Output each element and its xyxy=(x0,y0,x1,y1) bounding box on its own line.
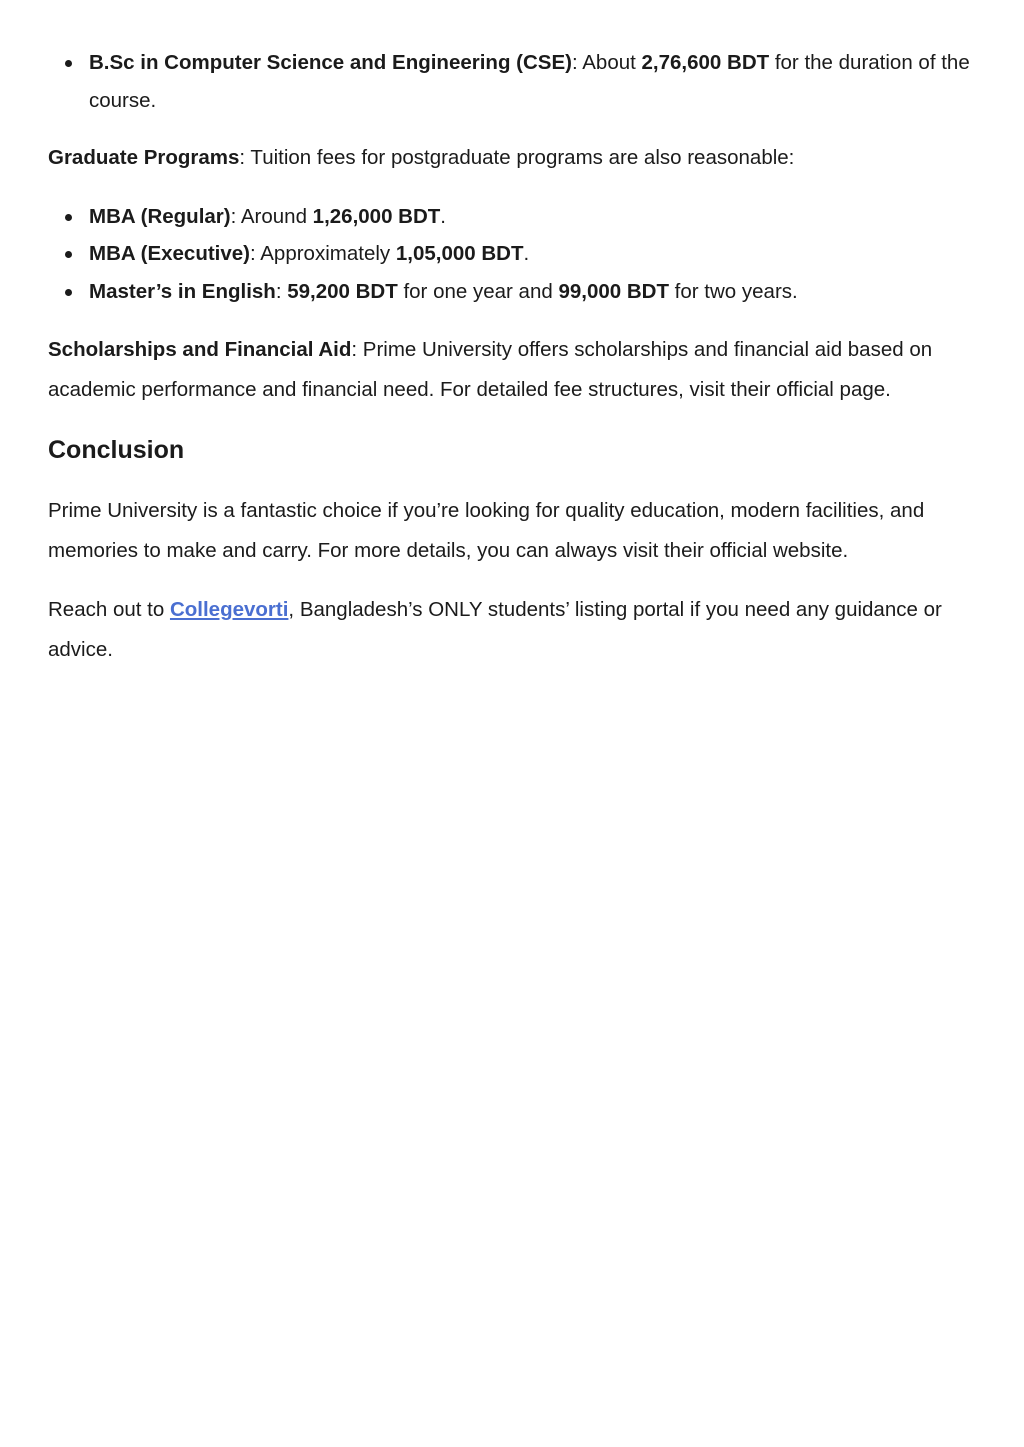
fee-amount: 1,26,000 BDT xyxy=(312,204,441,228)
program-name: MBA (Executive) xyxy=(89,242,250,265)
program-name: Master’s in English xyxy=(89,279,276,303)
fee-middle: for one year and xyxy=(397,279,559,303)
fee-prefix: : About xyxy=(571,51,642,74)
list-item-bsc-cse xyxy=(48,44,978,119)
fee-prefix: : Approximately xyxy=(250,242,396,265)
scholarships-heading: Scholarships and Financial Aid xyxy=(48,338,352,361)
bullet-icon xyxy=(65,289,72,296)
graduate-programs-paragraph xyxy=(48,138,978,178)
reach-out-suffix: , Bangladesh’s ONLY students’ listing portal if you need any guidance or advice. xyxy=(48,598,942,661)
scholarships-paragraph xyxy=(48,330,978,409)
fee-amount: 1,05,000 BDT xyxy=(395,242,524,265)
collegevorti-link[interactable]: Collegevorti xyxy=(169,598,289,621)
program-name: B.Sc in Computer Science and Engineering (CSE) xyxy=(89,51,572,74)
fee-prefix: : xyxy=(275,279,288,303)
list-item-masters-english xyxy=(48,273,978,311)
fee-amount-two-years: 99,000 BDT xyxy=(558,279,669,303)
program-name: MBA (Regular) xyxy=(89,204,231,228)
fee-suffix: . xyxy=(440,204,446,228)
article-content xyxy=(48,44,978,669)
graduate-programs-text: : Tuition fees for postgraduate programs are also reasonable: xyxy=(239,146,795,169)
fee-amount: 59,200 BDT xyxy=(287,279,398,303)
list-item-mba-executive xyxy=(48,235,978,273)
scholarships-text: : Prime University offers scholarships and financial aid based on academic performance and financial need. For detailed fee structures, visit their official page. xyxy=(48,338,933,401)
fee-suffix: . xyxy=(523,242,530,265)
list-item-mba-regular xyxy=(48,198,978,236)
fee-suffix: for the duration of the course. xyxy=(89,51,970,112)
graduate-programs-heading: Graduate Programs xyxy=(48,146,240,169)
fee-suffix: for two years. xyxy=(668,279,798,303)
fee-amount: 2,76,600 BDT xyxy=(641,51,770,74)
conclusion-heading: Conclusion xyxy=(48,436,185,464)
fee-prefix: : Around xyxy=(230,204,313,228)
graduate-fee-list xyxy=(48,198,978,311)
bullet-icon xyxy=(65,251,72,258)
reach-out-paragraph xyxy=(48,590,978,669)
undergraduate-fee-list xyxy=(48,44,978,119)
bullet-icon xyxy=(65,214,72,221)
conclusion-paragraph: Prime University is a fantastic choice if you’re looking for quality education, modern facilities, and memories to make and carry. For more details, you can always visit their official website. xyxy=(48,499,925,562)
reach-out-prefix: Reach out to xyxy=(48,598,170,621)
bullet-icon xyxy=(65,60,72,67)
